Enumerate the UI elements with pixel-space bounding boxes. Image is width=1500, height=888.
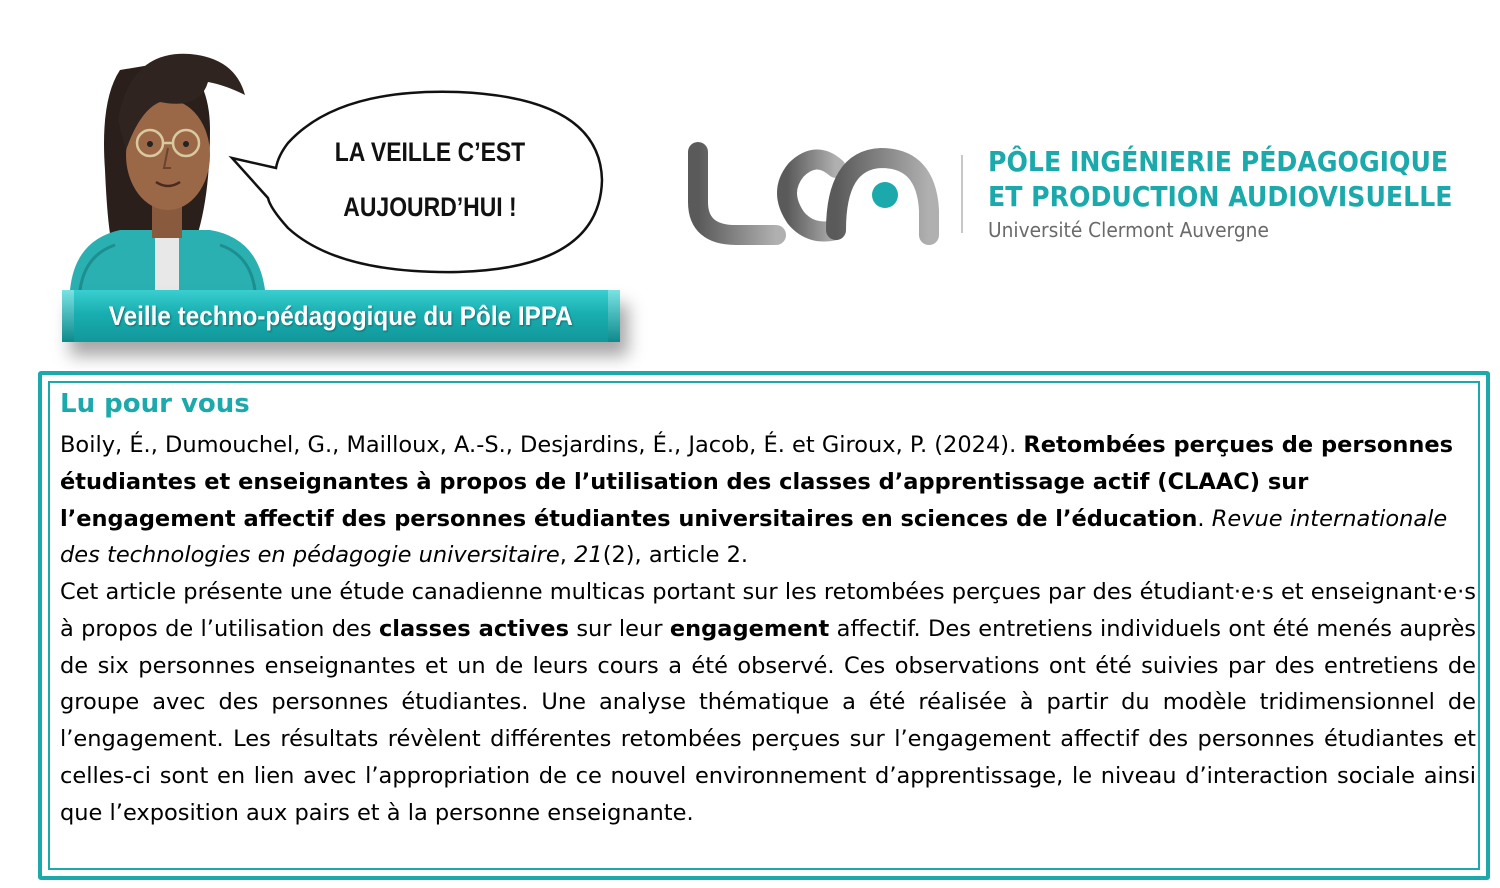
logo-title-line-2: ET PRODUCTION AUDIOVISUELLE (988, 180, 1453, 213)
logo-university: Université Clermont Auvergne (988, 218, 1269, 242)
summary (60, 574, 1476, 832)
summary-keyword-classes-actives: classes actives (378, 615, 569, 642)
bubble-line-2: AUJOURD’HUI ! (343, 192, 517, 222)
summary-keyword-engagement: engagement (669, 615, 830, 642)
section-title: Lu pour vous (60, 389, 250, 419)
uca-logo (686, 140, 946, 250)
reference-title: Retombées perçues de personnes étudiantes et enseignantes à propos de l’utilisation des classes d’apprentissage actif (CLAAC) sur l’engagement affectif des personnes étudiantes universitaires en sciences de l’éducation (60, 432, 1454, 532)
bubble-line-1: LA VEILLE C’EST (334, 137, 526, 167)
banner-text: Veille techno-pédagogique du Pôle IPPA (108, 300, 574, 331)
summary-text-1: Cet article présente une étude canadienne multicas portant sur les retombées perçues par des étudiant·e·s et enseignant·e·s à propos de l’utilisation des (60, 579, 1476, 642)
reference-comma: , (559, 542, 567, 569)
reference-authors: Boily, É., Dumouchel, G., Mailloux, A.-S., Desjardins, É., Jacob, É. et Giroux, P. (2024). (60, 432, 1017, 458)
reference-volume: 21 (574, 542, 603, 569)
logo-divider (961, 155, 963, 233)
reference-journal: Revue internationale des technologies en pédagogie universitaire (60, 505, 1448, 569)
summary-text-3: affectif. Des entretiens individuels ont été menés auprès de six personnes enseignantes et un de leurs cours a été observé. Ces observations ont été suivies par des entretiens de groupe avec des personnes étudiantes. Une analyse thématique a été réalisée à partir du modèle tridimensionnel de l’engagement. Les résultats révèlent différentes retombées perçues sur l’engagement affectif des personnes étudiantes et celles-ci sont en lien avec l’appropriation de ce nouvel environnement d’apprentissage, le niveau d’interaction sociale ainsi que l’exposition aux pairs et à la personne enseignante. (60, 615, 1477, 826)
reference (60, 427, 1476, 574)
summary-text-2: sur leur (576, 615, 663, 642)
banner (62, 290, 620, 342)
bubble-text (311, 125, 549, 235)
reference-issue: (2), article 2. (602, 542, 749, 569)
reference-period: . (1197, 505, 1205, 532)
logo-title-line-1: PÔLE INGÉNIERIE PÉDAGOGIQUE (988, 145, 1449, 178)
